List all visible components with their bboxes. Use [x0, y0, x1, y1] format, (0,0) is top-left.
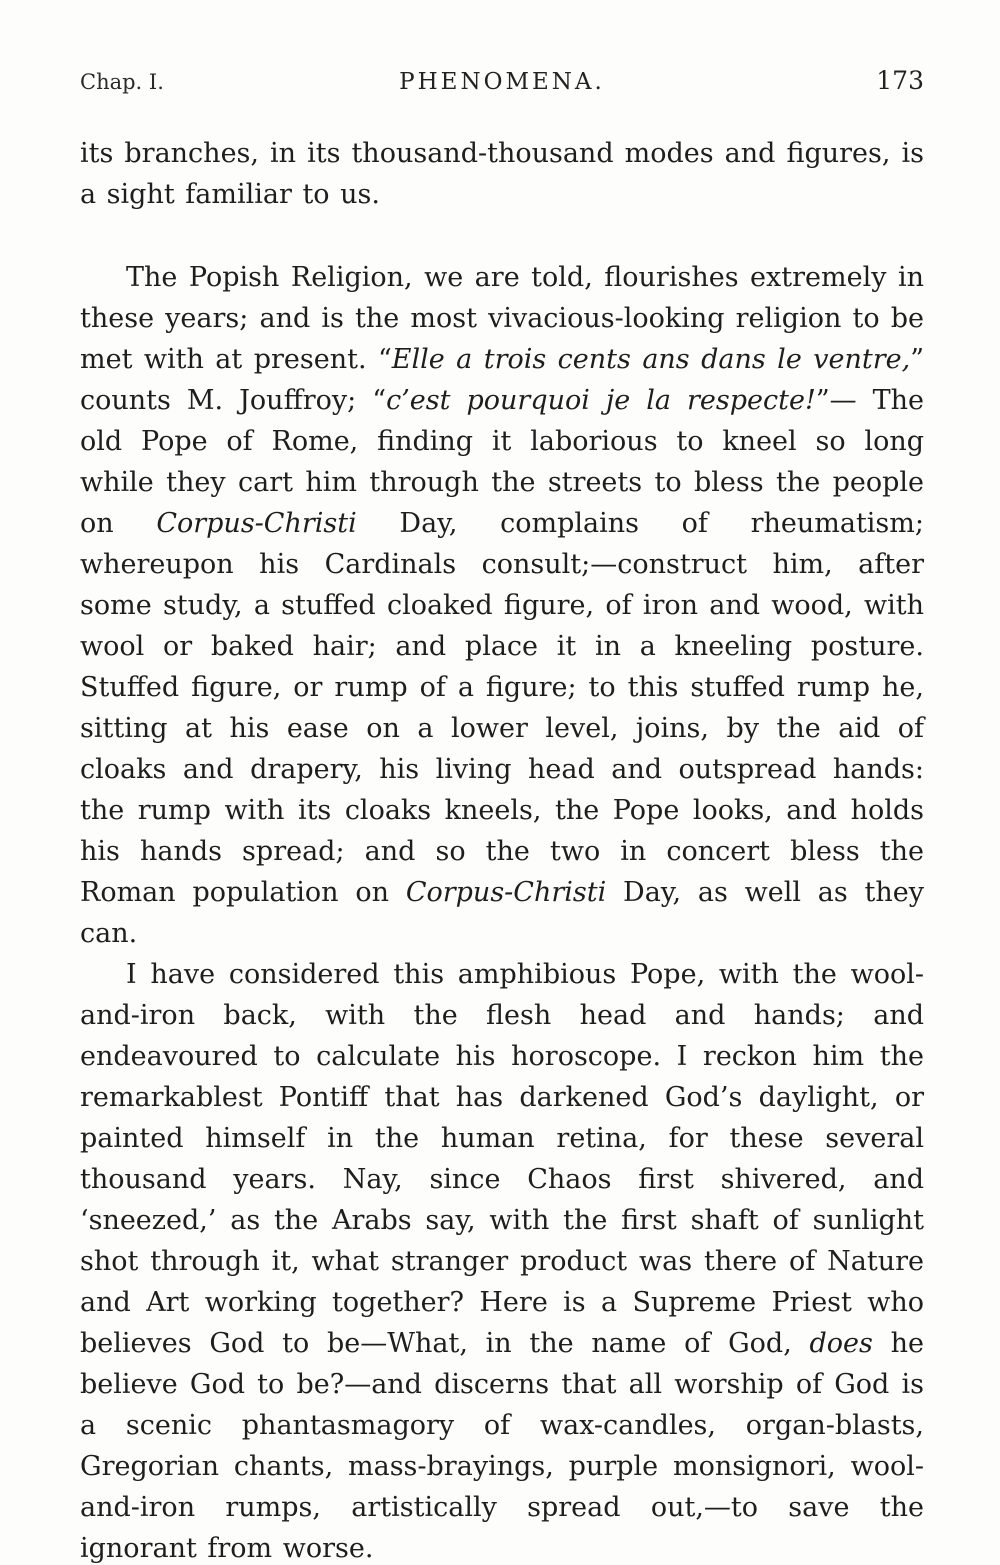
paragraph	[80, 133, 924, 215]
italic-text-run: Corpus-Christi	[405, 877, 607, 908]
italic-text-run: c’est pourquoi je la respecte!	[386, 385, 816, 416]
italic-text-run: Corpus-Christi	[156, 508, 357, 539]
running-head	[80, 66, 924, 95]
text-run: Day, as well as they can.	[80, 877, 925, 949]
italic-text-run: does	[809, 1328, 873, 1359]
text-run: I have considered this amphibious Pope, with the wool-and-iron back, with the flesh head and hands; and endeavoured to calculate his horoscope. I reckon him the remarkablest Pontiff that has darkened God’s daylight, or painted himself in the human retina, for these several thousand years. Nay, since Chaos first shivered, and ‘sneezed,’ as the Arabs say, with the first shaft of sunlight shot through it, what stranger product was there of Nature and Art working together? Here is a Supreme Priest who believes God to be—What, in the name of God,	[80, 959, 924, 1359]
text-run: The Popish Religion, we are told, flourishes extremely in these years; and is the most vivacious-looking religion to be met with at present. “	[80, 262, 924, 375]
italic-text-run: Elle a trois cents ans dans le ventre,	[391, 344, 911, 375]
text-run: ” counts M. Jouffroy; “	[80, 344, 924, 416]
page-number: 173	[876, 66, 924, 95]
page-body	[80, 133, 924, 1565]
text-run: Day, complains of rheumatism; whereupon his Cardinals consult;—construct him, after some study, a stuffed cloaked figure, of iron and wood, with wool or baked hair; and place it in a kneeling posture. Stuffed figure, or rump of a figure; to this stuffed rump he, sitting at his ease on a lower level, joins, by the aid of cloaks and drapery, his living head and outspread hands: the rump with its cloaks kneels, the Pope looks, and holds his hands spread; and so the two in concert bless the Roman population on	[80, 508, 924, 908]
text-run: he believe God to be?—and discerns that all worship of God is a scenic phantasmagory of wax-candles, organ-blasts, Gregorian chants, mass-brayings, purple monsignori, wool-and-iron rumps, artistically spread out,—to save the ignorant from worse.	[80, 1328, 924, 1564]
text-run: its branches, in its thousand-thousand modes and figures, is a sight familiar to us.	[80, 138, 924, 210]
paragraph	[80, 954, 924, 1565]
chapter-label: Chap. I.	[80, 70, 164, 94]
text-run: ”— The old Pope of Rome, finding it laborious to kneel so long while they cart him through the streets to bless the people on	[80, 385, 925, 539]
page-header-title: PHENOMENA.	[399, 69, 605, 95]
paragraph	[80, 257, 924, 954]
